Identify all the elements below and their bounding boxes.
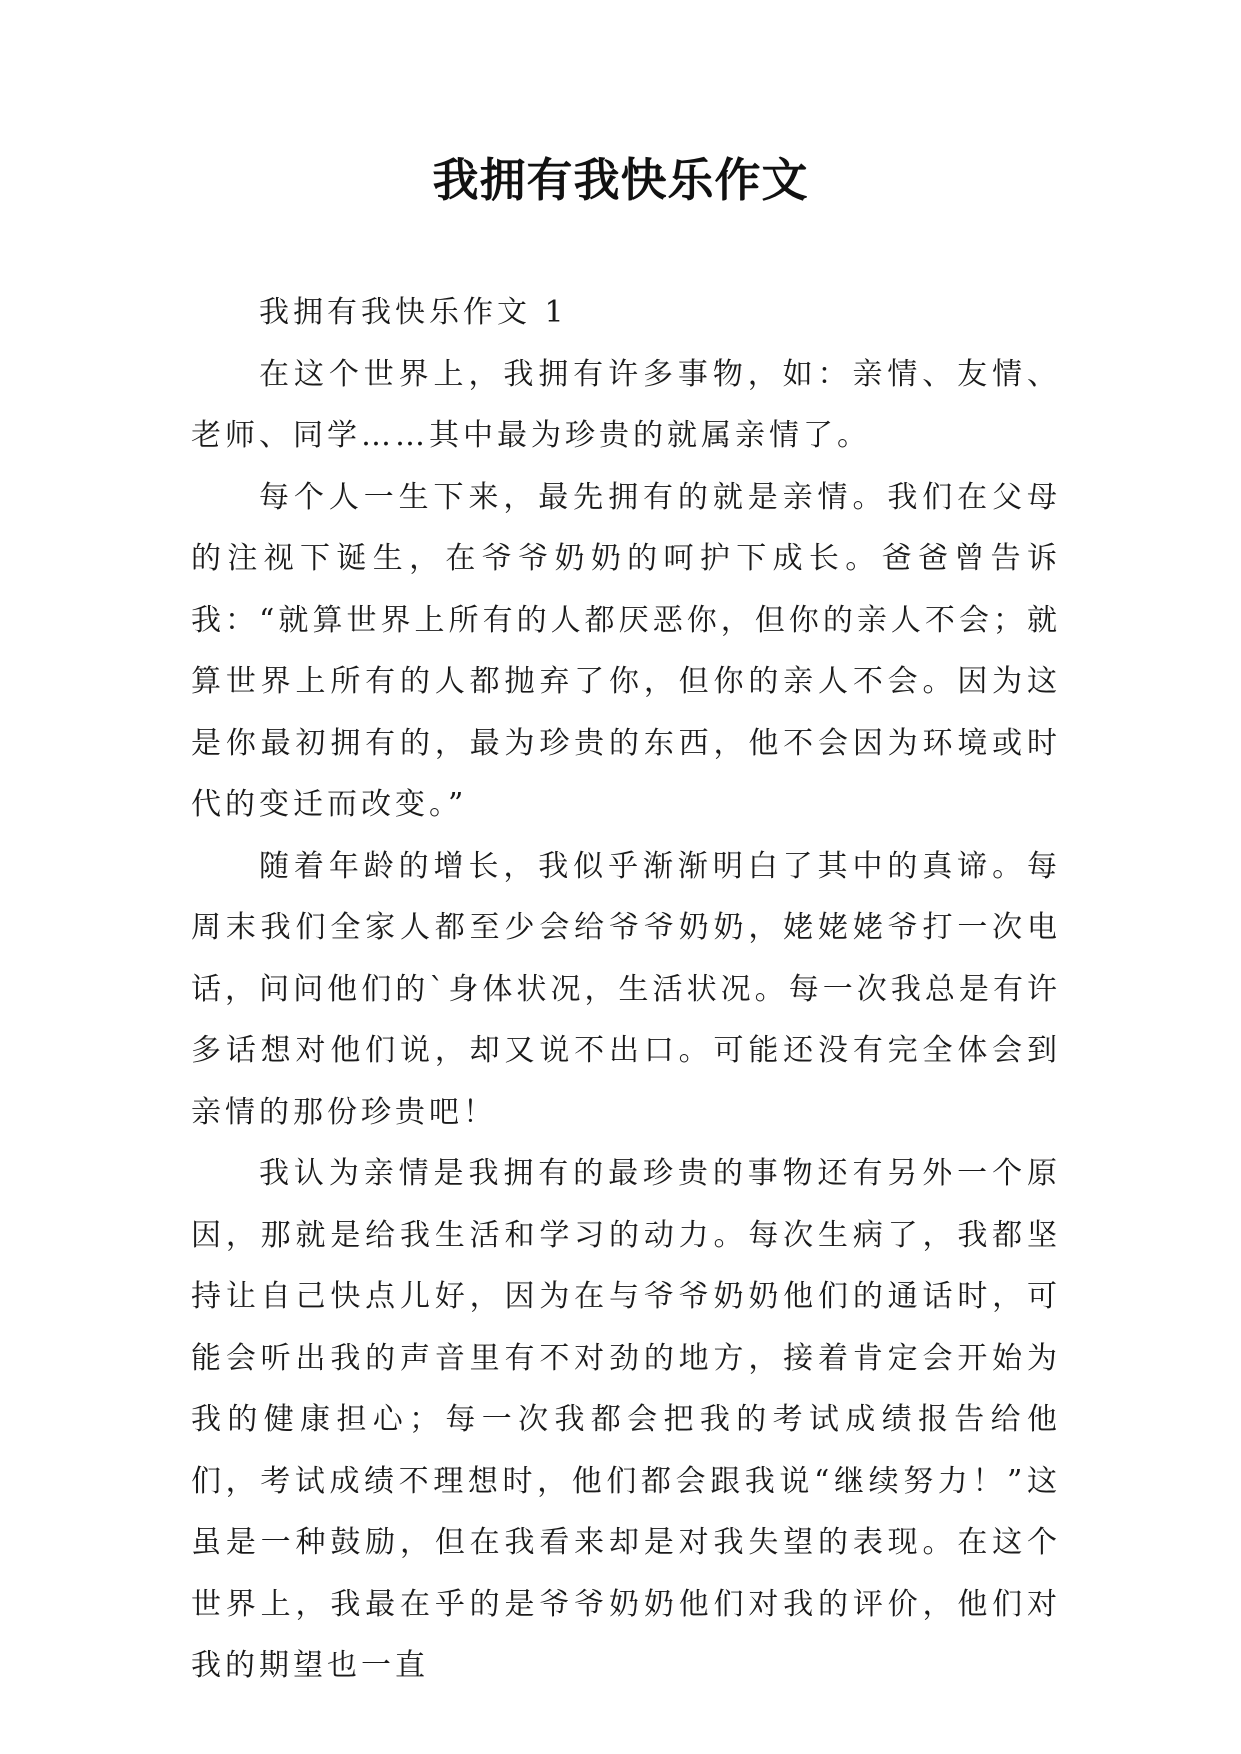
paragraph-3: 随着年龄的增长，我似乎渐渐明白了其中的真谛。每周末我们全家人都至少会给爷爷奶奶，姥姥姥爷打一次电话，问问他们的`身体状况，生活状况。每一次我总是有许多话想对他们说，却又说不出口。可能还没有完全体会到亲情的那份珍贵吧！ — [191, 848, 1061, 1130]
paragraph-4: 我认为亲情是我拥有的最珍贵的事物还有另外一个原因，那就是给我生活和学习的动力。每次生病了，我都坚持让自己快点儿好，因为在与爷爷奶奶他们的通话时，可能会听出我的声音里有不对劲的地方，接着肯定会开始为我的健康担心；每一次我都会把我的考试成绩报告给他们，考试成绩不理想时，他们都会跟我说“继续努力！”这虽是一种鼓励，但在我看来却是对我失望的表现。在这个世界上，我最在乎的是爷爷奶奶他们对我的评价，他们对我的期望也一直 — [191, 1156, 1061, 1683]
document-body — [191, 282, 1061, 1697]
paragraph-subtitle: 我拥有我快乐作文 1 — [259, 295, 568, 330]
paragraph-1: 在这个世界上，我拥有许多事物，如：亲情、友情、老师、同学……其中最为珍贵的就属亲情了。 — [191, 356, 1061, 453]
paragraph-2: 每个人一生下来，最先拥有的就是亲情。我们在父母的注视下诞生，在爷爷奶奶的呵护下成长。爸爸曾告诉我：“就算世界上所有的人都厌恶你，但你的亲人不会；就算世界上所有的人都抛弃了你，但你的亲人不会。因为这是你最初拥有的，最为珍贵的东西，他不会因为环境或时代的变迁而改变。” — [191, 479, 1061, 822]
document-title: 我拥有我快乐作文 — [432, 153, 809, 207]
